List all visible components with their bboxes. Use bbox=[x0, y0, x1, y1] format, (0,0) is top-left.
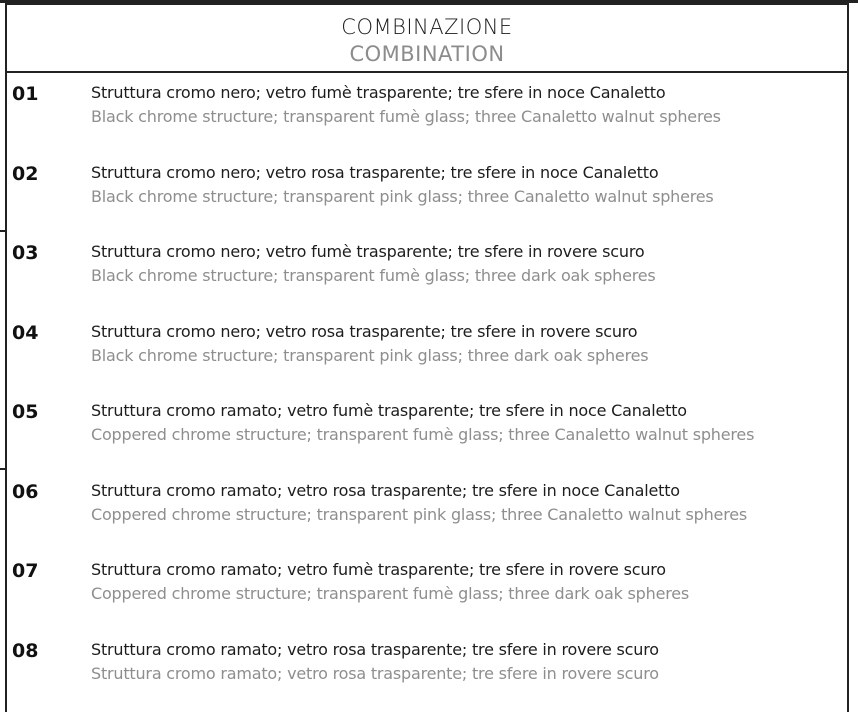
row-description-italian: Struttura cromo nero; vetro rosa trasparente; tre sfere in rovere scuro bbox=[91, 321, 638, 341]
row-number: 07 bbox=[12, 560, 39, 582]
combination-row bbox=[7, 399, 847, 479]
combination-row bbox=[7, 479, 847, 559]
row-description-english: Coppered chrome structure; transparent fumè glass; three Canaletto walnut spheres bbox=[91, 425, 755, 444]
combination-list bbox=[7, 81, 847, 712]
row-number: 02 bbox=[12, 162, 39, 185]
combination-row bbox=[7, 558, 847, 638]
table-header bbox=[7, 5, 847, 73]
row-number: 04 bbox=[12, 321, 39, 344]
header-title-english: COMBINATION bbox=[349, 42, 505, 66]
row-description-italian: Struttura cromo ramato; vetro fumè trasparente; tre sfere in noce Canaletto bbox=[91, 401, 687, 420]
combination-row bbox=[7, 240, 847, 320]
row-description-english: Struttura cromo ramato; vetro rosa trasparente; tre sfere in rovere scuro bbox=[91, 663, 659, 683]
row-description-italian: Struttura cromo nero; vetro fumè trasparente; tre sfere in rovere scuro bbox=[91, 242, 645, 261]
row-description-italian: Struttura cromo ramato; vetro rosa trasparente; tre sfere in noce Canaletto bbox=[91, 480, 680, 500]
row-description-english: Black chrome structure; transparent fumè glass; three dark oak spheres bbox=[91, 266, 656, 285]
row-number: 01 bbox=[12, 83, 39, 105]
row-description-english: Black chrome structure; transparent pink glass; three Canaletto walnut spheres bbox=[91, 186, 714, 206]
row-description-english: Coppered chrome structure; transparent fumè glass; three dark oak spheres bbox=[91, 584, 690, 603]
row-description-english: Coppered chrome structure; transparent pink glass; three Canaletto walnut spheres bbox=[91, 504, 748, 524]
row-description-italian: Struttura cromo nero; vetro rosa trasparente; tre sfere in noce Canaletto bbox=[91, 162, 659, 182]
row-number: 06 bbox=[12, 480, 39, 503]
combination-row bbox=[7, 161, 847, 241]
row-number: 05 bbox=[12, 401, 39, 423]
row-description-english: Black chrome structure; transparent pink glass; three dark oak spheres bbox=[91, 345, 649, 365]
row-description-english: Black chrome structure; transparent fumè glass; three Canaletto walnut spheres bbox=[91, 107, 721, 126]
combination-table bbox=[5, 3, 849, 712]
combination-row bbox=[7, 320, 847, 400]
combination-row bbox=[7, 81, 847, 161]
row-number: 03 bbox=[12, 242, 39, 264]
row-description-italian: Struttura cromo nero; vetro fumè trasparente; tre sfere in noce Canaletto bbox=[91, 83, 666, 102]
row-description-italian: Struttura cromo ramato; vetro rosa trasparente; tre sfere in rovere scuro bbox=[91, 639, 659, 659]
row-description-italian: Struttura cromo ramato; vetro fumè trasparente; tre sfere in rovere scuro bbox=[91, 560, 666, 579]
header-title-italian: COMBINAZIONE bbox=[341, 15, 513, 39]
combination-row bbox=[7, 638, 847, 712]
row-number: 08 bbox=[12, 639, 39, 662]
